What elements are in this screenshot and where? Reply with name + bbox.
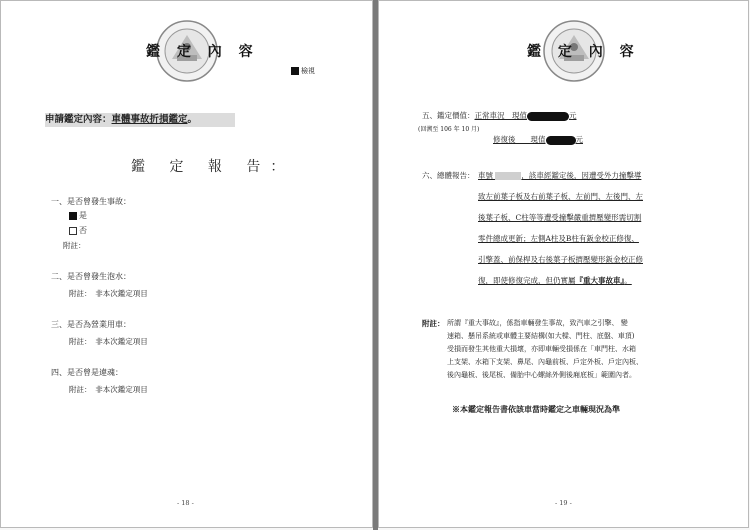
report-line-6 — [478, 275, 632, 286]
valuation-normal-prefix: 正常車況 現值 — [474, 111, 527, 120]
page-number-left: - 18 - — [177, 499, 194, 507]
checkbox-checked-icon — [69, 212, 77, 220]
option-yes-label: 是 — [79, 211, 87, 220]
option-yes — [69, 210, 87, 221]
report-text: 復，即使修復完成，但仍實屬 — [478, 276, 576, 285]
appendix-line-5: 後內龜板、後尾板、備胎中心螺絲外側後廂底板」範圍內者。 — [447, 371, 636, 379]
question-flood-note: 附註： 非本次鑑定項目 — [69, 289, 148, 298]
appendix-line-3: 受損而發生其他重大損壞，亦即車輛受損係在「車門柱、水箱 — [447, 345, 636, 353]
checkbox-unchecked-icon — [69, 227, 77, 235]
appendix-label: 附註： — [422, 319, 445, 328]
report-line-2: 致左前葉子板及右前葉子板、左前門、左後門、左 — [478, 192, 643, 201]
checkbox-filled-icon — [291, 67, 299, 75]
question-flood: 二、是否曾發生泡水： — [51, 272, 131, 281]
check-note-label: 檢視 — [301, 67, 315, 75]
checked-note — [291, 66, 315, 76]
redacted-value — [527, 112, 569, 121]
option-no-label: 否 — [79, 226, 87, 235]
repaired-prefix: 修復後 現值 — [493, 135, 546, 144]
question-accident-note: 附註： — [63, 241, 86, 250]
apply-end: 。 — [187, 114, 198, 125]
appendix-line-1: 所謂『重大事故』，係指車輛發生事故，致汽車之引擎、 變 — [447, 319, 628, 327]
option-no — [69, 225, 87, 236]
valuation-date-note: (回溯至 106 年 10 月) — [418, 126, 480, 133]
apply-value: 車體事故折損鑑定 — [111, 114, 188, 125]
report-line-4: 零件總成更新；左側A柱及B柱有鈑金校正修復、 — [478, 234, 639, 243]
document-page-left — [0, 0, 373, 528]
report-end: 。 — [624, 276, 632, 285]
question-commercial-note: 附註： 非本次鑑定項目 — [69, 337, 148, 346]
overall-report-label: 六、總體報告： — [422, 171, 475, 180]
report-line-5: 引擎蓋、前保桿及右後葉子板擠壓變形鈑金校正修 — [478, 255, 643, 264]
apply-label: 申請鑑定內容： — [45, 114, 112, 125]
page-title: 鑑 定 內 容 — [527, 44, 640, 60]
report-line-1 — [478, 170, 641, 181]
report-heading: 鑑 定 報 告： — [131, 159, 295, 175]
question-commercial: 三、是否為營業用車： — [51, 320, 131, 329]
valuation-unit: 元 — [569, 111, 577, 120]
question-accident: 一、是否曾發生事故： — [51, 197, 131, 206]
repaired-valuation-line — [493, 134, 583, 145]
report-plate-label: 車號 — [478, 171, 496, 180]
question-4-note: 附註： 非本次鑑定項目 — [69, 385, 148, 394]
page-number-right: - 19 - — [555, 499, 572, 507]
repaired-unit: 元 — [575, 135, 583, 144]
final-note: ※本鑑定報告書依該車當時鑑定之車輛現況為準 — [452, 404, 620, 414]
appendix-line-4: 上支架、水箱下支架、鼻尾、內龜前板、戶定外板、戶定內板、 — [447, 358, 643, 366]
valuation-label: 五、鑑定價值： — [422, 111, 475, 120]
valuation-line — [422, 110, 577, 121]
question-4: 四、是否曾是違魂： — [51, 368, 123, 377]
redacted-value — [546, 136, 576, 145]
appendix-line-2: 速箱、懸吊系統或車體主要結構(如大樑、門柱、底盤、車頂) — [447, 332, 635, 340]
report-line-3: 後葉子板、C柱等等遭受撞擊嚴重擠壓變形需切割 — [478, 213, 642, 222]
major-accident-label: 『重大事故車』 — [575, 276, 625, 285]
blurred-plate — [495, 172, 521, 180]
application-content — [45, 113, 235, 127]
page-title: 鑑 定 內 容 — [146, 44, 259, 60]
report-text: ，該車經鑑定後，因遭受外力撞擊導 — [521, 171, 642, 180]
